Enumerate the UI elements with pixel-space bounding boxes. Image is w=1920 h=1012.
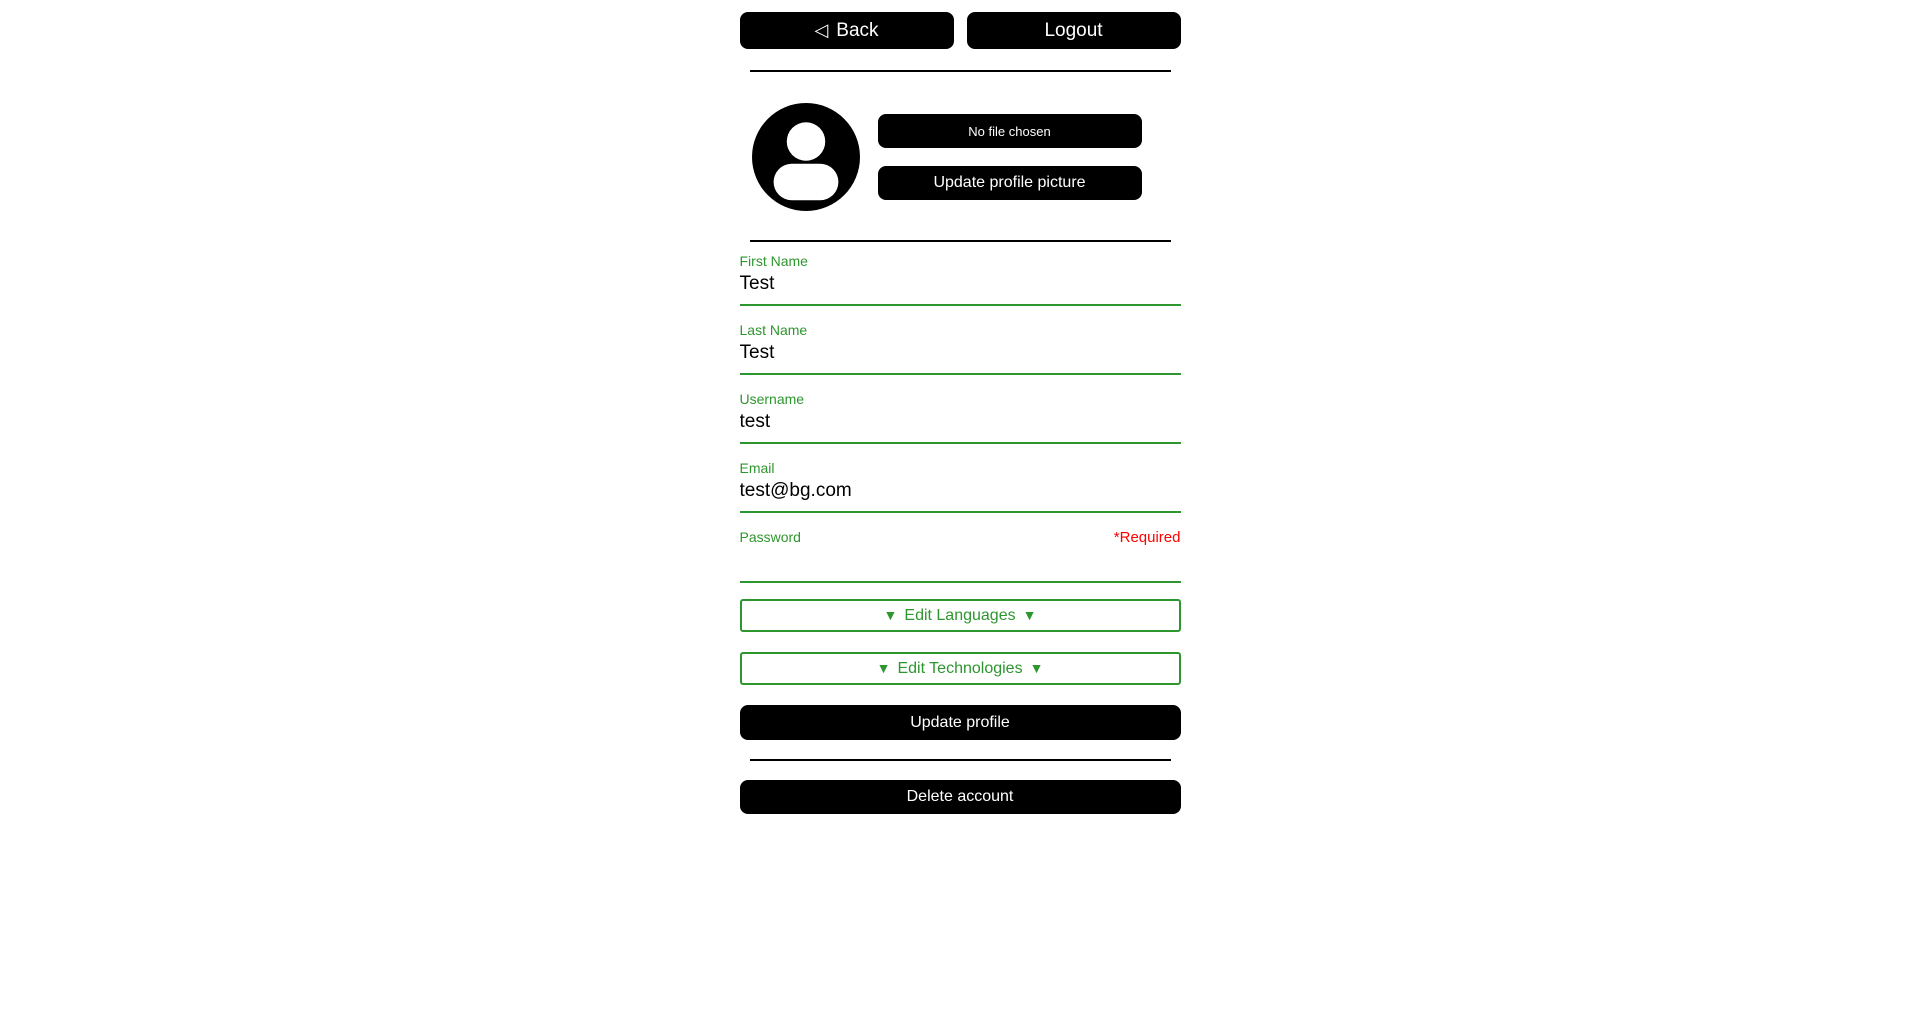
divider <box>750 240 1171 242</box>
chevron-down-icon: ▼ <box>883 606 898 623</box>
profile-picture-buttons <box>878 114 1142 200</box>
password-input[interactable] <box>740 546 1181 583</box>
edit-languages-label: Edit Languages <box>904 606 1016 624</box>
email-input[interactable] <box>740 476 1181 513</box>
delete-account-label: Delete account <box>906 788 1014 805</box>
back-arrow-icon: ◁ <box>814 20 829 40</box>
update-profile-label: Update profile <box>910 713 1010 731</box>
update-profile-picture-label: Update profile picture <box>933 174 1086 191</box>
username-label: Username <box>739 391 805 407</box>
edit-technologies-label: Edit Technologies <box>897 659 1023 677</box>
email-field-group <box>740 460 1181 513</box>
top-button-row <box>740 12 1181 49</box>
username-field-group <box>740 391 1181 444</box>
password-field-group <box>740 529 1181 583</box>
chevron-down-icon: ▼ <box>876 659 891 676</box>
delete-account-button[interactable] <box>740 780 1181 814</box>
update-profile-button[interactable] <box>740 705 1181 740</box>
first-name-field-group <box>740 253 1181 306</box>
last-name-input[interactable] <box>740 338 1181 375</box>
profile-form-container <box>740 0 1181 814</box>
chevron-down-icon: ▼ <box>1029 659 1044 676</box>
edit-languages-toggle[interactable] <box>740 599 1181 632</box>
back-button[interactable] <box>740 12 954 49</box>
divider <box>750 759 1171 761</box>
profile-picture-section <box>740 103 1181 211</box>
password-label: Password <box>739 529 801 545</box>
first-name-input[interactable] <box>740 269 1181 306</box>
person-circle-icon <box>752 103 860 211</box>
first-name-label: First Name <box>739 253 808 269</box>
last-name-field-group <box>740 322 1181 375</box>
required-badge: *Required <box>1113 529 1181 546</box>
update-profile-picture-button[interactable] <box>878 166 1142 200</box>
divider <box>750 70 1171 72</box>
chevron-down-icon: ▼ <box>1022 606 1037 623</box>
username-input[interactable] <box>740 407 1181 444</box>
file-input-status-text: No file chosen <box>968 123 1051 139</box>
email-label: Email <box>739 460 775 476</box>
back-button-label: Back <box>836 19 879 41</box>
logout-button[interactable] <box>967 12 1181 49</box>
edit-technologies-toggle[interactable] <box>740 652 1181 685</box>
last-name-label: Last Name <box>739 322 808 338</box>
logout-button-label: Logout <box>1044 19 1103 41</box>
file-input[interactable] <box>878 114 1142 148</box>
